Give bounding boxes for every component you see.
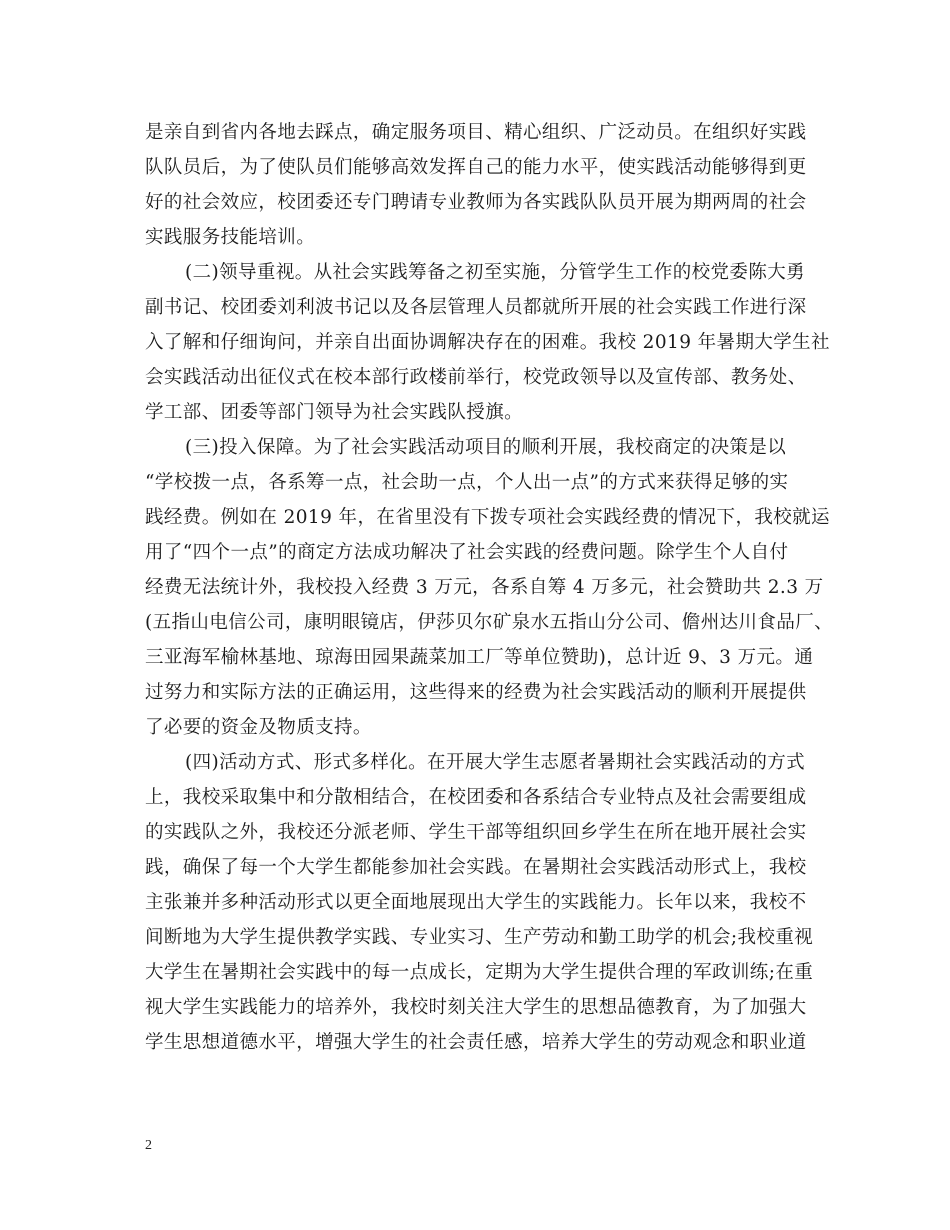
text-line: (五指山电信公司，康明眼镜店，伊莎贝尔矿泉水五指山分公司、儋州达川食品厂、 — [145, 612, 834, 633]
text-line: 入了解和仔细询问，并亲自出面协调解决存在的困难。我校 2019 年暑期大学生社 — [145, 332, 830, 353]
text-line: 副书记、校团委刘利波书记以及各层管理人员都就所开展的社会实践工作进行深 — [145, 297, 807, 318]
paragraph — [145, 745, 815, 1060]
text-line: 间断地为大学生提供教学实践、专业实习、生产劳动和勤工助学的机会;我校重视 — [145, 927, 814, 948]
document-body — [145, 115, 834, 1060]
text-line: 好的社会效应，校团委还专门聘请专业教师为各实践队队员开展为期两周的社会 — [145, 192, 807, 213]
text-line: “学校拨一点，各系筹一点，社会助一点，个人出一点”的方式来获得足够的实 — [145, 472, 789, 493]
text-line: 上，我校采取集中和分散相结合，在校团委和各系结合专业特点及社会需要组成 — [145, 787, 807, 808]
text-line: 过努力和实际方法的正确运用，这些得来的经费为社会实践活动的顺利开展提供 — [145, 682, 807, 703]
text-line: 践，确保了每一个大学生都能参加社会实践。在暑期社会实践活动形式上，我校 — [145, 857, 807, 878]
text-line: 经费无法统计外，我校投入经费 3 万元，各系自筹 4 万多元，社会赞助共 2.3 万 — [145, 577, 824, 598]
text-line: 实践服务技能培训。 — [145, 227, 316, 248]
text-line: 三亚海军榆林基地、琼海田园果蔬菜加工厂等单位赞助)，总计近 9、3 万元。通 — [145, 647, 814, 668]
text-line: (三)投入保障。为了社会实践活动项目的顺利开展，我校商定的决策是以 — [185, 437, 787, 458]
paragraph — [145, 255, 830, 430]
text-line: 视大学生实践能力的培养外，我校时刻关注大学生的思想品德教育，为了加强大 — [145, 997, 807, 1018]
text-line: 大学生在暑期社会实践中的每一点成长，定期为大学生提供合理的军政训练;在重 — [145, 962, 814, 983]
text-line: (二)领导重视。从社会实践筹备之初至实施，分管学生工作的校党委陈大勇 — [185, 262, 806, 283]
text-line: 是亲自到省内各地去踩点，确定服务项目、精心组织、广泛动员。在组织好实践 — [145, 122, 807, 143]
text-line: 主张兼并多种活动形式以更全面地展现出大学生的实践能力。长年以来，我校不 — [145, 892, 807, 913]
text-line: 用了“四个一点”的商定方法成功解决了社会实践的经费问题。除学生个人自付 — [145, 542, 789, 563]
text-line: 践经费。例如在 2019 年，在省里没有下拨专项社会实践经费的情况下，我校就运 — [145, 507, 830, 528]
text-line: (四)活动方式、形式多样化。在开展大学生志愿者暑期社会实践活动的方式 — [185, 752, 806, 773]
text-line: 的实践队之外，我校还分派老师、学生干部等组织回乡学生在所在地开展社会实 — [145, 822, 807, 843]
paragraph — [145, 115, 815, 255]
text-line: 会实践活动出征仪式在校本部行政楼前举行，校党政领导以及宣传部、教务处、 — [145, 367, 807, 388]
text-line: 了必要的资金及物质支持。 — [145, 717, 372, 738]
text-line: 学生思想道德水平，增强大学生的社会责任感，培养大学生的劳动观念和职业道 — [145, 1032, 807, 1053]
paragraph — [145, 430, 834, 745]
page-number: 2 — [145, 1138, 152, 1153]
text-line: 学工部、团委等部门领导为社会实践队授旗。 — [145, 402, 524, 423]
text-line: 队队员后，为了使队员们能够高效发挥自己的能力水平，使实践活动能够得到更 — [145, 157, 807, 178]
